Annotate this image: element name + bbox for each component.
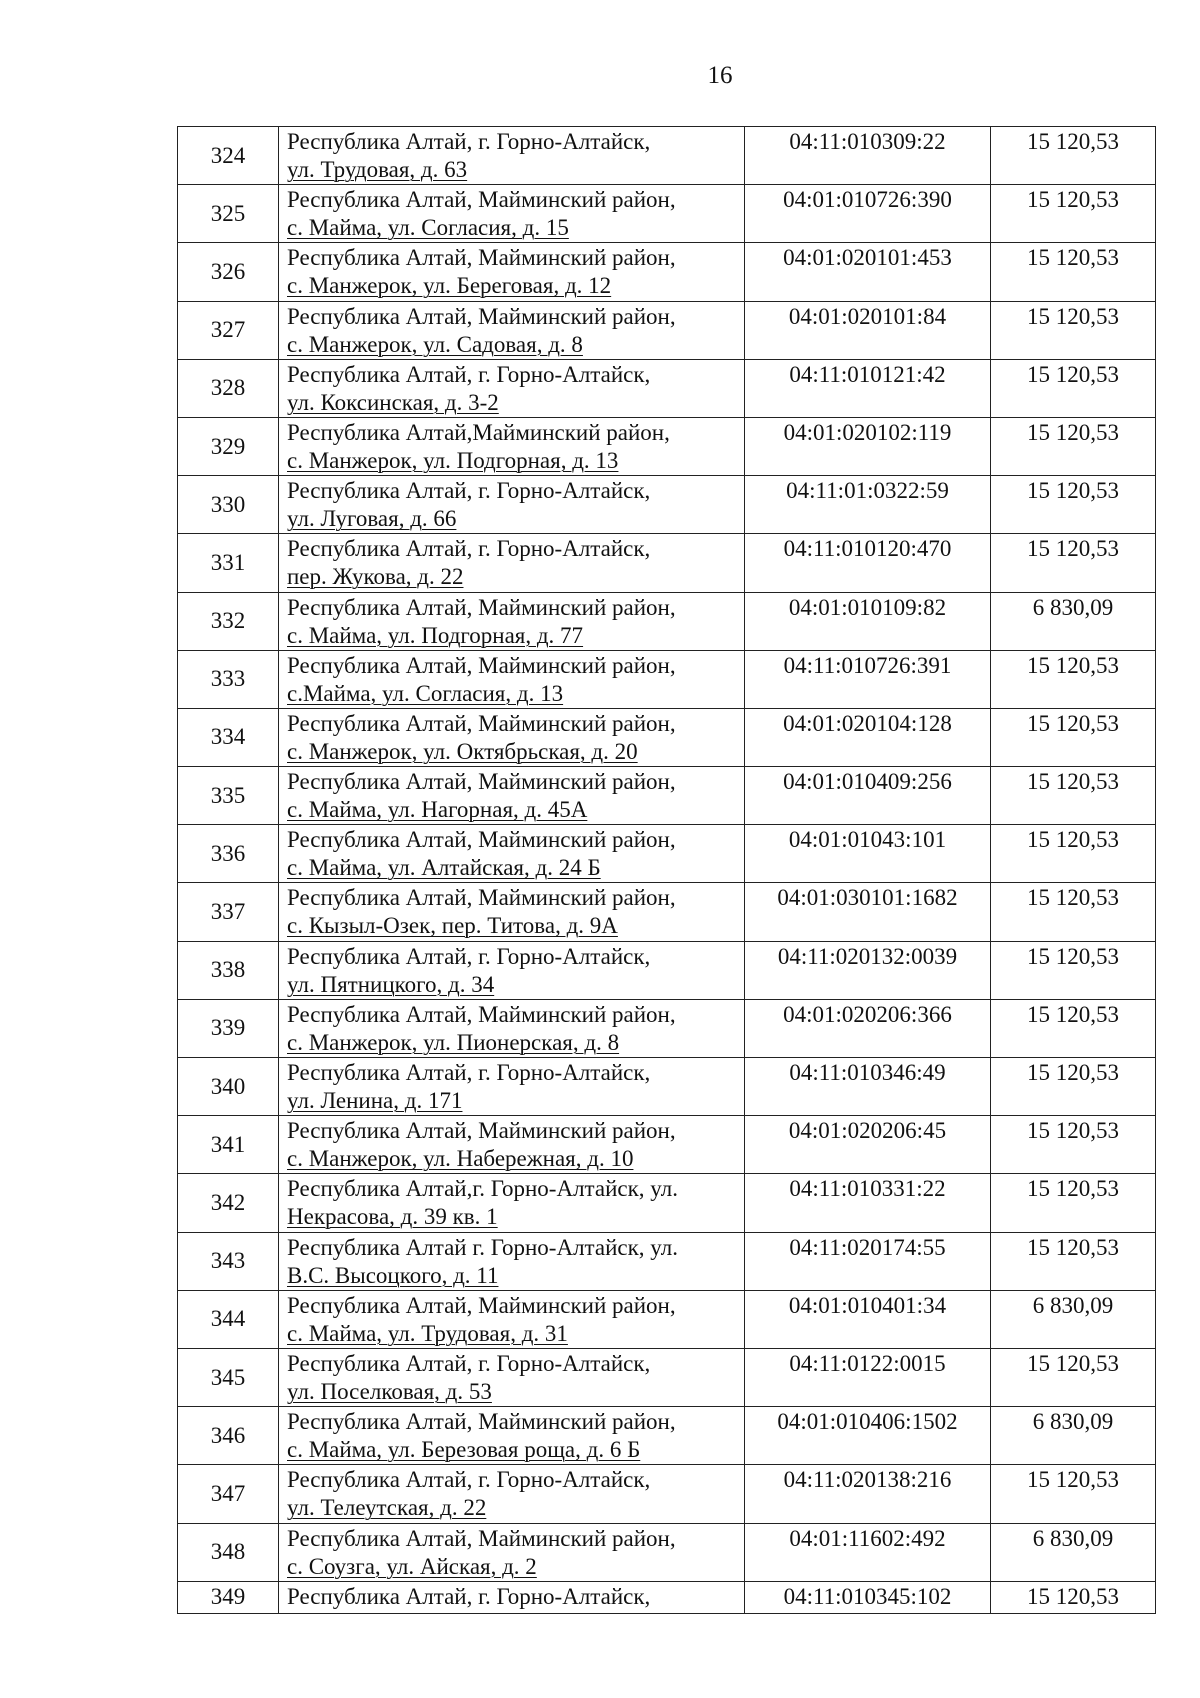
address-line-2: Некрасова, д. 39 кв. 1 xyxy=(287,1204,498,1230)
address-cell xyxy=(279,1581,745,1613)
address-line-2: ул. Луговая, д. 66 xyxy=(287,506,457,532)
address-line-2: ул. Поселковая, д. 53 xyxy=(287,1378,492,1404)
amount-value: 15 120,53 xyxy=(991,883,1156,941)
address-cell xyxy=(279,1523,745,1581)
row-number: 345 xyxy=(178,1348,279,1406)
row-number: 348 xyxy=(178,1523,279,1581)
cadastral-number: 04:11:010331:22 xyxy=(745,1174,991,1232)
row-number: 336 xyxy=(178,825,279,883)
table-row xyxy=(178,1290,1156,1348)
address-line-1: Республика Алтай, г. Горно-Алтайск, xyxy=(287,1583,651,1609)
address-line-1: Республика Алтай, Майминский район, xyxy=(287,1409,676,1435)
table-row xyxy=(178,534,1156,592)
cadastral-number: 04:01:010726:390 xyxy=(745,185,991,243)
table-row xyxy=(178,359,1156,417)
amount-value: 15 120,53 xyxy=(991,1174,1156,1232)
address-line-2: с. Майма, ул. Березовая роща, д. 6 Б xyxy=(287,1437,641,1463)
row-number: 333 xyxy=(178,650,279,708)
row-number: 324 xyxy=(178,127,279,185)
address-line-2: ул. Телеутская, д. 22 xyxy=(287,1495,487,1521)
amount-value: 6 830,09 xyxy=(991,592,1156,650)
address-cell xyxy=(279,1290,745,1348)
amount-value: 15 120,53 xyxy=(991,185,1156,243)
amount-value: 15 120,53 xyxy=(991,650,1156,708)
row-number: 325 xyxy=(178,185,279,243)
cadastral-number: 04:01:030101:1682 xyxy=(745,883,991,941)
row-number: 346 xyxy=(178,1407,279,1465)
amount-value: 6 830,09 xyxy=(991,1523,1156,1581)
amount-value: 15 120,53 xyxy=(991,127,1156,185)
address-line-1: Республика Алтай, Майминский район, xyxy=(287,769,676,795)
amount-value: 6 830,09 xyxy=(991,1290,1156,1348)
address-line-2: с. Манжерок, ул. Набережная, д. 10 xyxy=(287,1146,634,1172)
address-cell xyxy=(279,1058,745,1116)
address-line-2: пер. Жукова, д. 22 xyxy=(287,564,464,590)
address-line-2: с. Манжерок, ул. Садовая, д. 8 xyxy=(287,331,583,357)
address-line-1: Республика Алтай, Майминский район, xyxy=(287,1001,676,1027)
address-line-2: ул. Коксинская, д. 3-2 xyxy=(287,389,499,415)
row-number: 335 xyxy=(178,767,279,825)
address-cell xyxy=(279,1465,745,1523)
table-row xyxy=(178,127,1156,185)
row-number: 331 xyxy=(178,534,279,592)
cadastral-number: 04:01:010406:1502 xyxy=(745,1407,991,1465)
address-cell xyxy=(279,767,745,825)
table-body xyxy=(178,127,1156,1614)
cadastral-number: 04:01:010409:256 xyxy=(745,767,991,825)
table-row xyxy=(178,1058,1156,1116)
table-row xyxy=(178,767,1156,825)
cadastral-number: 04:11:010120:470 xyxy=(745,534,991,592)
address-line-1: Республика Алтай, Майминский район, xyxy=(287,710,676,736)
row-number: 347 xyxy=(178,1465,279,1523)
table-row xyxy=(178,1116,1156,1174)
table-row xyxy=(178,1174,1156,1232)
address-line-1: Республика Алтай, Майминский район, xyxy=(287,652,676,678)
address-line-2: с. Майма, ул. Подгорная, д. 77 xyxy=(287,622,584,648)
row-number: 339 xyxy=(178,999,279,1057)
address-line-2: В.С. Высоцкого, д. 11 xyxy=(287,1262,499,1288)
cadastral-number: 04:01:020101:453 xyxy=(745,243,991,301)
address-cell xyxy=(279,1232,745,1290)
amount-value: 15 120,53 xyxy=(991,534,1156,592)
address-line-2: с. Соузга, ул. Айская, д. 2 xyxy=(287,1553,537,1579)
cadastral-number: 04:01:020104:128 xyxy=(745,708,991,766)
table-row xyxy=(178,417,1156,475)
address-line-1: Республика Алтай г. Горно-Алтайск, ул. xyxy=(287,1234,678,1260)
table-row xyxy=(178,1465,1156,1523)
address-cell xyxy=(279,127,745,185)
row-number: 340 xyxy=(178,1058,279,1116)
row-number: 349 xyxy=(178,1581,279,1613)
amount-value: 15 120,53 xyxy=(991,301,1156,359)
table-row xyxy=(178,1523,1156,1581)
table-row xyxy=(178,185,1156,243)
address-line-2: с. Манжерок, ул. Октябрьская, д. 20 xyxy=(287,738,638,764)
amount-value: 15 120,53 xyxy=(991,708,1156,766)
address-line-2: с. Кызыл-Озек, пер. Титова, д. 9А xyxy=(287,913,618,939)
address-line-1: Республика Алтай,Майминский район, xyxy=(287,419,670,445)
address-cell xyxy=(279,243,745,301)
address-line-1: Республика Алтай, Майминский район, xyxy=(287,187,676,213)
cadastral-number: 04:11:020138:216 xyxy=(745,1465,991,1523)
address-line-2: с. Майма, ул. Согласия, д. 15 xyxy=(287,215,569,241)
cadastral-number: 04:01:020206:45 xyxy=(745,1116,991,1174)
table-row xyxy=(178,1232,1156,1290)
cadastral-number: 04:11:010346:49 xyxy=(745,1058,991,1116)
cadastral-number: 04:01:020101:84 xyxy=(745,301,991,359)
address-line-2: с. Манжерок, ул. Подгорная, д. 13 xyxy=(287,447,619,473)
table-row xyxy=(178,592,1156,650)
row-number: 332 xyxy=(178,592,279,650)
amount-value: 15 120,53 xyxy=(991,999,1156,1057)
amount-value: 15 120,53 xyxy=(991,1232,1156,1290)
address-line-2: ул. Ленина, д. 171 xyxy=(287,1088,463,1113)
address-cell xyxy=(279,359,745,417)
table-row xyxy=(178,1581,1156,1613)
cadastral-number: 04:11:01:0322:59 xyxy=(745,476,991,534)
row-number: 330 xyxy=(178,476,279,534)
address-cell xyxy=(279,1116,745,1174)
cadastral-number: 04:11:010345:102 xyxy=(745,1581,991,1613)
address-line-1: Республика Алтай,г. Горно-Алтайск, ул. xyxy=(287,1176,678,1202)
address-line-1: Республика Алтай, Майминский район, xyxy=(287,827,676,853)
address-line-1: Республика Алтай, Майминский район, xyxy=(287,1292,676,1318)
table-row xyxy=(178,708,1156,766)
address-cell xyxy=(279,1174,745,1232)
amount-value: 15 120,53 xyxy=(991,359,1156,417)
amount-value: 15 120,53 xyxy=(991,1348,1156,1406)
address-line-1: Республика Алтай, Майминский район, xyxy=(287,1118,676,1144)
amount-value: 15 120,53 xyxy=(991,1116,1156,1174)
address-cell xyxy=(279,301,745,359)
address-cell xyxy=(279,941,745,999)
row-number: 338 xyxy=(178,941,279,999)
address-line-1: Республика Алтай, Майминский район, xyxy=(287,303,676,329)
row-number: 326 xyxy=(178,243,279,301)
address-line-1: Республика Алтай, г. Горно-Алтайск, xyxy=(287,361,651,387)
address-line-2: ул. Пятницкого, д. 34 xyxy=(287,971,495,997)
table-row xyxy=(178,999,1156,1057)
row-number: 329 xyxy=(178,417,279,475)
cadastral-number: 04:01:020102:119 xyxy=(745,417,991,475)
address-line-1: Республика Алтай, г. Горно-Алтайск, xyxy=(287,1467,651,1493)
address-line-2: ул. Трудовая, д. 63 xyxy=(287,157,468,182)
table-row xyxy=(178,243,1156,301)
address-line-1: Республика Алтай, г. Горно-Алтайск, xyxy=(287,1060,651,1085)
cadastral-number: 04:11:020174:55 xyxy=(745,1232,991,1290)
amount-value: 15 120,53 xyxy=(991,1058,1156,1116)
cadastral-number: 04:11:0122:0015 xyxy=(745,1348,991,1406)
table-row xyxy=(178,1407,1156,1465)
property-table xyxy=(177,126,1156,1614)
cadastral-number: 04:01:01043:101 xyxy=(745,825,991,883)
address-line-2: с. Майма, ул. Алтайская, д. 24 Б xyxy=(287,855,601,881)
cadastral-number: 04:11:010309:22 xyxy=(745,127,991,185)
address-line-1: Республика Алтай, г. Горно-Алтайск, xyxy=(287,536,651,562)
address-cell xyxy=(279,592,745,650)
amount-value: 15 120,53 xyxy=(991,1581,1156,1613)
row-number: 344 xyxy=(178,1290,279,1348)
address-line-1: Республика Алтай, г. Горно-Алтайск, xyxy=(287,129,651,154)
row-number: 328 xyxy=(178,359,279,417)
row-number: 342 xyxy=(178,1174,279,1232)
table-row xyxy=(178,650,1156,708)
address-line-1: Республика Алтай, г. Горно-Алтайск, xyxy=(287,943,651,969)
amount-value: 15 120,53 xyxy=(991,476,1156,534)
cadastral-number: 04:01:11602:492 xyxy=(745,1523,991,1581)
row-number: 327 xyxy=(178,301,279,359)
table-row xyxy=(178,883,1156,941)
address-cell xyxy=(279,185,745,243)
address-line-1: Республика Алтай, Майминский район, xyxy=(287,245,676,271)
amount-value: 15 120,53 xyxy=(991,767,1156,825)
address-cell xyxy=(279,883,745,941)
cadastral-number: 04:11:010726:391 xyxy=(745,650,991,708)
address-line-2: с.Майма, ул. Согласия, д. 13 xyxy=(287,680,564,706)
address-line-2: с. Манжерок, ул. Береговая, д. 12 xyxy=(287,273,612,299)
address-cell xyxy=(279,476,745,534)
address-cell xyxy=(279,650,745,708)
cadastral-number: 04:11:020132:0039 xyxy=(745,941,991,999)
address-line-1: Республика Алтай, Майминский район, xyxy=(287,594,676,620)
amount-value: 15 120,53 xyxy=(991,417,1156,475)
amount-value: 6 830,09 xyxy=(991,1407,1156,1465)
row-number: 334 xyxy=(178,708,279,766)
cadastral-number: 04:01:010401:34 xyxy=(745,1290,991,1348)
cadastral-number: 04:11:010121:42 xyxy=(745,359,991,417)
table-row xyxy=(178,301,1156,359)
amount-value: 15 120,53 xyxy=(991,825,1156,883)
cadastral-number: 04:01:010109:82 xyxy=(745,592,991,650)
table-row xyxy=(178,825,1156,883)
amount-value: 15 120,53 xyxy=(991,1465,1156,1523)
row-number: 343 xyxy=(178,1232,279,1290)
address-cell xyxy=(279,1348,745,1406)
row-number: 337 xyxy=(178,883,279,941)
address-line-1: Республика Алтай, Майминский район, xyxy=(287,885,676,911)
page-number: 16 xyxy=(707,62,733,89)
address-line-2: с. Майма, ул. Трудовая, д. 31 xyxy=(287,1320,568,1346)
address-cell xyxy=(279,999,745,1057)
address-cell xyxy=(279,1407,745,1465)
table-row xyxy=(178,1348,1156,1406)
address-line-1: Республика Алтай, Майминский район, xyxy=(287,1525,676,1551)
table-row xyxy=(178,941,1156,999)
cadastral-number: 04:01:020206:366 xyxy=(745,999,991,1057)
address-line-1: Республика Алтай, г. Горно-Алтайск, xyxy=(287,1350,651,1376)
address-cell xyxy=(279,417,745,475)
address-line-1: Республика Алтай, г. Горно-Алтайск, xyxy=(287,478,651,504)
amount-value: 15 120,53 xyxy=(991,941,1156,999)
amount-value: 15 120,53 xyxy=(991,243,1156,301)
address-cell xyxy=(279,534,745,592)
address-cell xyxy=(279,825,745,883)
table-row xyxy=(178,476,1156,534)
address-line-2: с. Майма, ул. Нагорная, д. 45А xyxy=(287,797,588,823)
address-cell xyxy=(279,708,745,766)
row-number: 341 xyxy=(178,1116,279,1174)
address-line-2: с. Манжерок, ул. Пионерская, д. 8 xyxy=(287,1029,620,1055)
